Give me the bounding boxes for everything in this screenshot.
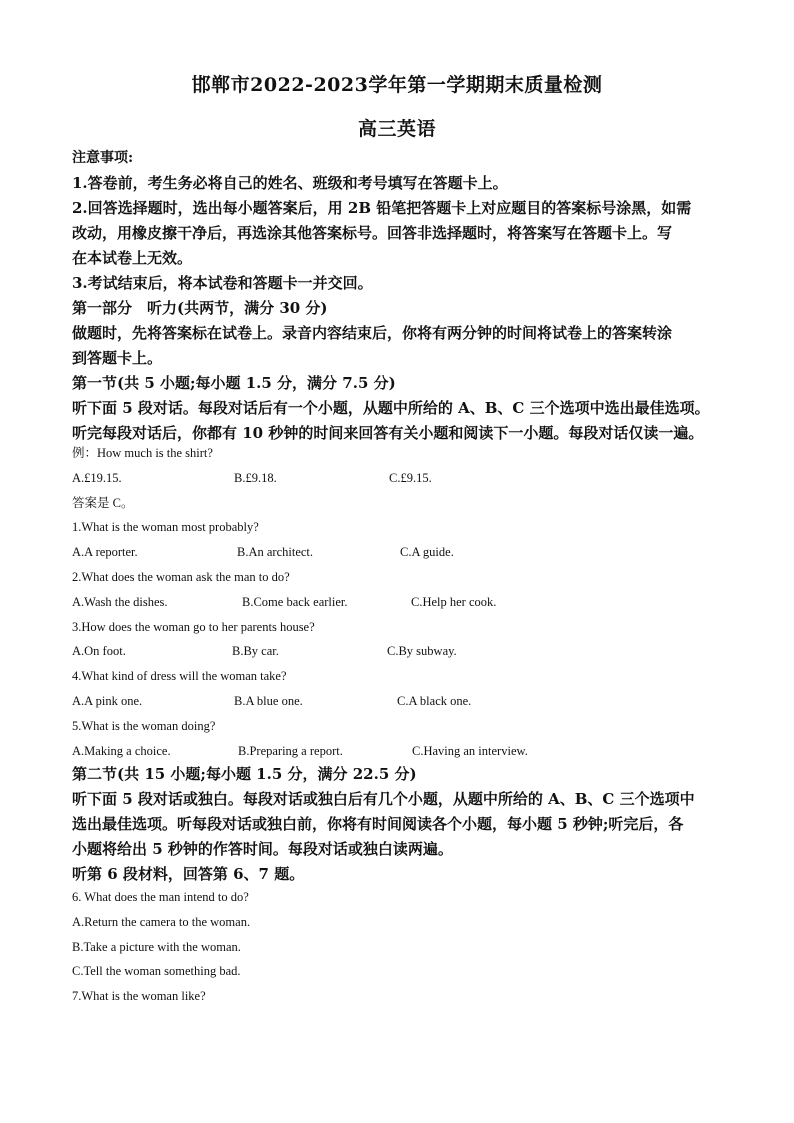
- question-5-options: [72, 739, 724, 764]
- section2-heading: 第二节(共 15 小题;每小题 1.5 分，满分 22.5 分): [72, 765, 417, 783]
- question-6-option-a: A.Return the camera to the woman.: [72, 914, 251, 929]
- option-a: A.A pink one.: [72, 693, 143, 708]
- question-2-options: [72, 590, 724, 615]
- example-question: 例：How much is the shirt?: [72, 446, 213, 460]
- section2-instruction-line-1: 听下面 5 段对话或独白。每段对话或独白后有几个小题，从题中所给的 A、B、C 三个选项中: [72, 790, 695, 808]
- question-1-options: [72, 540, 724, 565]
- option-a: A.Making a choice.: [72, 743, 171, 758]
- example-option-b: B.£9.18.: [234, 470, 277, 485]
- question-6-option-b: B.Take a picture with the woman.: [72, 939, 241, 954]
- option-c: C.Help her cook.: [411, 594, 497, 609]
- example-options: [72, 466, 724, 491]
- question-2: 2.What does the woman ask the man to do?: [72, 569, 290, 584]
- question-1: 1.What is the woman most probably?: [72, 520, 259, 535]
- option-c: C.By subway.: [387, 644, 457, 659]
- part1-instruction-line-1: 做题时，先将答案标在试卷上。录音内容结束后，你将有两分钟的时间将试卷上的答案转涂: [72, 324, 673, 342]
- notes-section: [72, 146, 724, 446]
- question-3: 3.How does the woman go to her parents house?: [72, 619, 315, 634]
- question-4-options: [72, 689, 724, 714]
- notes-heading: 注意事项:: [72, 150, 134, 166]
- option-b: B.By car.: [232, 644, 279, 659]
- note-2-line-1: 2.回答选择题时，选出每小题答案后，用 2B 铅笔把答题卡上对应题目的答案标号涂黑，如需: [72, 199, 692, 217]
- note-1: 1.答卷前，考生务必将自己的姓名、班级和考号填写在答题卡上。: [72, 174, 508, 192]
- section1-instruction-line-2: 听完每段对话后，你都有 10 秒钟的时间来回答有关小题和阅读下一小题。每段对话仅读一遍。: [72, 424, 704, 442]
- option-c: C.Having an interview.: [412, 743, 528, 758]
- option-b: B.Come back earlier.: [242, 594, 348, 609]
- section2-instruction-line-3: 小题将给出 5 秒钟的作答时间。每段对话或独白读两遍。: [72, 840, 453, 858]
- example-answer: 答案是 C。: [72, 495, 134, 510]
- part1-instruction-line-2: 到答题卡上。: [72, 349, 163, 367]
- question-7: 7.What is the woman like?: [72, 989, 206, 1004]
- question-4: 4.What kind of dress will the woman take?: [72, 669, 287, 684]
- option-b: B.Preparing a report.: [238, 743, 343, 758]
- exam-title: 邯郸市2022-2023学年第一学期期末质量检测: [191, 74, 603, 96]
- section1-questions: [72, 441, 724, 763]
- option-c: C.A black one.: [397, 693, 472, 708]
- option-a: A.A reporter.: [72, 545, 138, 560]
- exam-subtitle: 高三英语: [357, 118, 436, 140]
- option-b: B.A blue one.: [234, 693, 303, 708]
- example-option-a: A.£19.15.: [72, 470, 122, 485]
- option-c: C.A guide.: [400, 545, 454, 560]
- part1-heading: 第一部分 听力(共两节，满分 30 分): [72, 299, 328, 317]
- note-3: 3.考试结束后，将本试卷和答题卡一并交回。: [72, 274, 373, 292]
- question-5: 5.What is the woman doing?: [72, 718, 216, 733]
- option-a: A.On foot.: [72, 644, 126, 659]
- option-a: A.Wash the dishes.: [72, 594, 168, 609]
- section1-heading: 第一节(共 5 小题;每小题 1.5 分，满分 7.5 分): [72, 374, 396, 392]
- section2-questions: [72, 885, 724, 1009]
- example-option-c: C.£9.15.: [389, 470, 432, 485]
- material-6-heading: 听第 6 段材料，回答第 6、7 题。: [72, 865, 305, 883]
- note-2-line-2: 改动，用橡皮擦干净后，再选涂其他答案标号。回答非选择题时，将答案写在答题卡上。写: [72, 224, 673, 242]
- section2-instruction-line-2: 选出最佳选项。听每段对话或独白前，你将有时间阅读各个小题，每小题 5 秒钟;听完后，各: [72, 815, 684, 833]
- question-6: 6. What does the man intend to do?: [72, 890, 249, 904]
- section2: [72, 762, 724, 887]
- option-b: B.An architect.: [237, 545, 314, 560]
- section1-instruction-line-1: 听下面 5 段对话。每段对话后有一个小题，从题中所给的 A、B、C 三个选项中选出最佳选项。: [72, 399, 710, 417]
- note-2-line-3: 在本试卷上无效。: [72, 249, 193, 267]
- question-3-options: [72, 639, 724, 664]
- question-6-option-c: C.Tell the woman something bad.: [72, 964, 241, 979]
